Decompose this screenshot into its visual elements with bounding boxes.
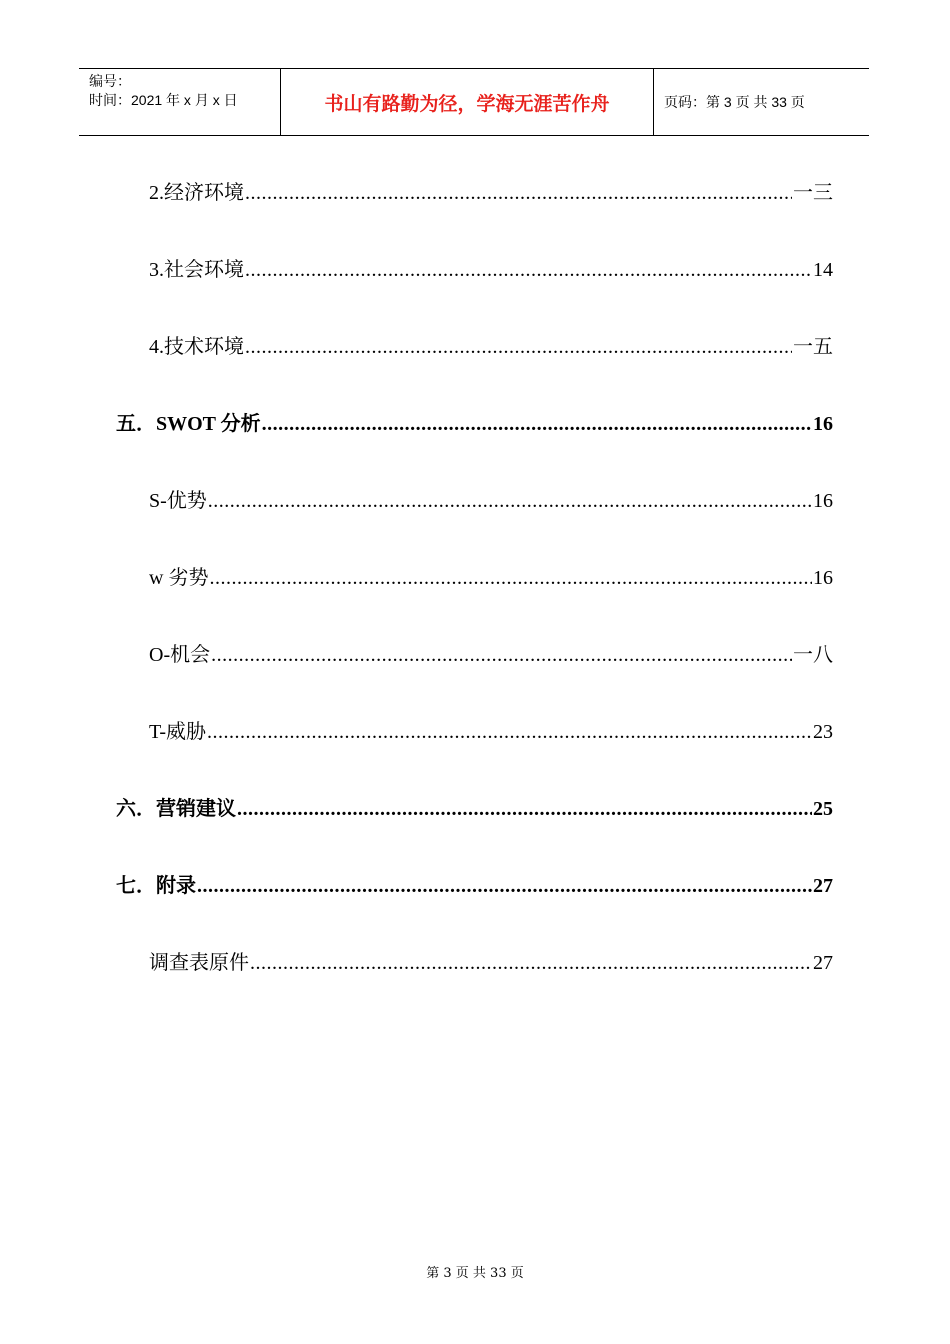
toc-section-entry[interactable] xyxy=(116,792,833,822)
toc-entry-page: 16 xyxy=(813,490,833,512)
toc-entry-label: 3.社会环境 xyxy=(149,259,244,281)
toc-entry-page: 一五 xyxy=(793,336,833,358)
toc-entry-label: T-威胁 xyxy=(149,721,207,743)
toc-entry[interactable] xyxy=(149,484,833,514)
toc-entry[interactable] xyxy=(149,946,833,976)
toc-entry-label: 2.经济环境 xyxy=(149,182,244,204)
toc-dot-leader xyxy=(208,490,812,513)
toc-dot-leader xyxy=(245,182,792,205)
toc-entry[interactable] xyxy=(149,638,833,668)
toc-dot-leader xyxy=(209,567,812,590)
toc-entry-page: 16 xyxy=(813,413,833,435)
toc-entry[interactable] xyxy=(149,176,833,206)
toc-entry[interactable] xyxy=(149,253,833,283)
toc-entry-page: 14 xyxy=(813,259,833,281)
page-footer: 第 3 页 共 33 页 xyxy=(426,1266,524,1281)
toc-entry[interactable] xyxy=(149,715,833,745)
toc-dot-leader xyxy=(262,413,812,436)
toc-entry-page: 27 xyxy=(813,875,833,897)
toc-dot-leader xyxy=(245,259,812,282)
header-meta xyxy=(79,69,281,135)
toc-entry-label: 七．附录 xyxy=(116,875,196,897)
toc-entry-page: 16 xyxy=(813,567,833,589)
toc-section-entry[interactable] xyxy=(116,407,833,437)
toc-dot-leader xyxy=(207,721,812,744)
document-time: 时间：2021 年 x 月 x 日 xyxy=(89,92,238,108)
toc-dot-leader xyxy=(250,952,812,975)
toc-entry-page: 一三 xyxy=(793,182,833,204)
document-number-label: 编号： xyxy=(89,73,131,89)
toc-entry-page: 25 xyxy=(813,798,833,820)
toc-entry-label: S-优势 xyxy=(149,490,207,512)
toc-entry-label: 五．SWOT 分析 xyxy=(116,413,261,435)
toc-entry-label: O-机会 xyxy=(149,644,211,666)
toc-dot-leader xyxy=(237,798,812,821)
toc-entry-page: 一八 xyxy=(793,644,833,666)
toc-entry[interactable] xyxy=(149,561,833,591)
header-page-info: 页码：第 3 页 共 33 页 xyxy=(664,94,805,110)
toc-entry[interactable] xyxy=(149,330,833,360)
toc-dot-leader xyxy=(245,336,792,359)
page-header xyxy=(79,68,869,136)
toc-entry-page: 23 xyxy=(813,721,833,743)
toc-entry-label: w 劣势 xyxy=(149,567,209,589)
toc-entry-label: 六．营销建议 xyxy=(116,798,236,820)
toc-dot-leader xyxy=(197,875,812,898)
header-motto: 书山有路勤为径，学海无涯苦作舟 xyxy=(281,69,654,135)
toc-entry-page: 27 xyxy=(813,952,833,974)
toc-entry-label: 4.技术环境 xyxy=(149,336,244,358)
toc-dot-leader xyxy=(211,644,792,667)
toc-section-entry[interactable] xyxy=(116,869,833,899)
toc-entry-label: 调查表原件 xyxy=(149,952,249,974)
